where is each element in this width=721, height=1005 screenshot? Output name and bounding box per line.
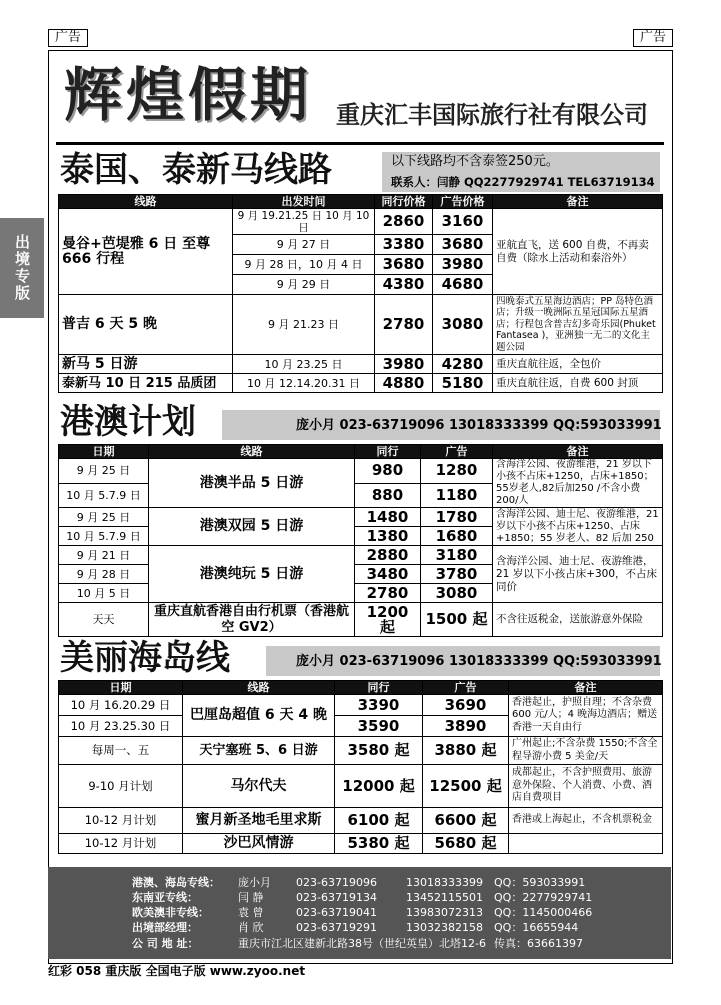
ad-price: 3080 bbox=[433, 295, 493, 355]
route-name: 港澳双园 5 日游 bbox=[149, 508, 355, 546]
table-row bbox=[59, 209, 663, 235]
date-cell: 9 月 25 日 bbox=[59, 459, 149, 484]
footer-phone: 023-63719291 bbox=[296, 921, 377, 934]
date-cell: 9 月 21 日 bbox=[59, 546, 149, 565]
peer-price: 2880 bbox=[355, 546, 421, 565]
peer-price: 1480 bbox=[355, 508, 421, 527]
footer-phone: 023-63719134 bbox=[296, 891, 377, 904]
route-name: 港澳纯玩 5 日游 bbox=[149, 546, 355, 603]
date-cell: 9 月 27 日 bbox=[233, 235, 375, 255]
footer-qq: QQ：1145000466 bbox=[494, 906, 593, 919]
note-cell: 香港起止，护照自理；不含杂费 600 元/人；4 晚海边酒店；赠送香港一天自由行 bbox=[509, 695, 663, 737]
peer-price: 6100 起 bbox=[335, 808, 423, 834]
date-cell: 10 月 5 日 bbox=[59, 584, 149, 603]
hk-table bbox=[58, 444, 663, 637]
date-cell: 9 月 19.21.25 日 10 月 10 日 bbox=[233, 209, 375, 235]
note-cell: 含海洋公园、迪士尼、夜游维港，21 岁以下小孩占床+300，不占床同价 bbox=[493, 546, 663, 603]
date-cell: 每周一、五 bbox=[59, 737, 183, 765]
date-cell: 天天 bbox=[59, 603, 149, 637]
thai-contact: 联系人：闫静 QQ2277929741 TEL63719134 bbox=[391, 175, 655, 189]
ad-price: 1680 bbox=[421, 527, 493, 546]
footer-fax: 传真：63661397 bbox=[494, 937, 583, 950]
header-cell: 同行 bbox=[355, 445, 421, 459]
island-contact: 庞小月 023-63719096 13018333399 QQ:593033991 bbox=[296, 654, 662, 669]
table-row bbox=[59, 695, 663, 716]
date-cell: 10 月 5.7.9 日 bbox=[59, 483, 149, 508]
ad-price: 3880 起 bbox=[423, 737, 509, 765]
section-title-thai: 泰国、泰新马线路 bbox=[60, 150, 332, 190]
route-name: 泰新马 10 日 215 品质团 bbox=[59, 374, 233, 393]
table-row bbox=[59, 834, 663, 854]
header-cell: 备注 bbox=[493, 445, 663, 459]
peer-price: 2780 bbox=[375, 295, 433, 355]
footer-label: 东南亚专线： bbox=[132, 891, 198, 904]
ad-price: 5180 bbox=[433, 374, 493, 393]
table-row bbox=[59, 355, 663, 374]
ad-price: 1180 bbox=[421, 483, 493, 508]
ad-price: 3080 bbox=[421, 584, 493, 603]
divider bbox=[56, 142, 664, 145]
note-cell bbox=[509, 834, 663, 854]
footer-mobile: 13983072313 bbox=[406, 906, 483, 919]
footer-label: 欧美澳非专线： bbox=[132, 906, 209, 919]
thai-note: 以下线路均不含泰签250元。 bbox=[391, 154, 559, 169]
peer-price: 3580 起 bbox=[335, 737, 423, 765]
date-cell: 10 月 12.14.20.31 日 bbox=[233, 374, 375, 393]
hk-contact: 庞小月 023-63719096 13018333399 QQ:593033991 bbox=[296, 418, 662, 433]
table-row bbox=[59, 374, 663, 393]
date-cell: 9-10 月计划 bbox=[59, 765, 183, 808]
route-name: 普吉 6 天 5 晚 bbox=[59, 295, 233, 355]
route-name: 沙巴风情游 bbox=[183, 834, 335, 854]
table-row bbox=[59, 295, 663, 355]
section-title-island: 美丽海岛线 bbox=[60, 638, 230, 678]
thai-table bbox=[58, 194, 663, 393]
note-cell: 广州起止;不含杂费 1550;不含全程导游小费 5 美金/天 bbox=[509, 737, 663, 765]
header-cell: 同行 bbox=[335, 681, 423, 695]
date-cell: 9 月 21.23 日 bbox=[233, 295, 375, 355]
footer-phone: 023-63719041 bbox=[296, 906, 377, 919]
footer-person: 肖 欣 bbox=[238, 921, 264, 934]
date-cell: 9 月 28 日 bbox=[59, 565, 149, 584]
header-cell: 出发时间 bbox=[233, 195, 375, 209]
date-cell: 10 月 23.25.30 日 bbox=[59, 716, 183, 737]
route-name: 曼谷+芭堤雅 6 日 至尊 666 行程 bbox=[59, 209, 233, 295]
note-cell: 含海洋公园、迪士尼、夜游维港，21 岁以下小孩不占床+1250、占床+1850；55 岁老人、82 后加 250 bbox=[493, 508, 663, 546]
table-row bbox=[59, 508, 663, 527]
date-cell: 10 月 16.20.29 日 bbox=[59, 695, 183, 716]
footer-address-label: 公 司 地 址： bbox=[132, 937, 199, 950]
footer-phone: 023-63719096 bbox=[296, 876, 377, 889]
peer-price: 2780 bbox=[355, 584, 421, 603]
route-name: 重庆直航香港自由行机票（香港航空 GV2） bbox=[149, 603, 355, 637]
ad-price: 5680 起 bbox=[423, 834, 509, 854]
table-row bbox=[59, 737, 663, 765]
ad-price: 1500 起 bbox=[421, 603, 493, 637]
header-cell: 备注 bbox=[493, 195, 663, 209]
ad-price: 6600 起 bbox=[423, 808, 509, 834]
header-cell: 同行价格 bbox=[375, 195, 433, 209]
peer-price: 3390 bbox=[335, 695, 423, 716]
footer-mobile: 13452115501 bbox=[406, 891, 483, 904]
ad-price: 1780 bbox=[421, 508, 493, 527]
note-cell: 香港或上海起止，不含机票税金 bbox=[509, 808, 663, 834]
header-cell: 线路 bbox=[59, 195, 233, 209]
peer-price: 3980 bbox=[375, 355, 433, 374]
footer-person: 闫 静 bbox=[238, 891, 264, 904]
ad-price: 4680 bbox=[433, 275, 493, 295]
header-cell: 线路 bbox=[149, 445, 355, 459]
ad-price: 3890 bbox=[423, 716, 509, 737]
ad-price: 1280 bbox=[421, 459, 493, 484]
header-cell: 广告 bbox=[421, 445, 493, 459]
ad-label-right: 广告 bbox=[633, 29, 673, 47]
table-row bbox=[59, 765, 663, 808]
brand-subtitle: 重庆汇丰国际旅行社有限公司 bbox=[336, 101, 648, 129]
peer-price: 4880 bbox=[375, 374, 433, 393]
route-name: 巴厘岛超值 6 天 4 晚 bbox=[183, 695, 335, 737]
ad-price: 12500 起 bbox=[423, 765, 509, 808]
peer-price: 980 bbox=[355, 459, 421, 484]
footer-person: 袁 曾 bbox=[238, 906, 264, 919]
header-cell: 广告价格 bbox=[433, 195, 493, 209]
section-title-hk: 港澳计划 bbox=[60, 402, 196, 442]
ad-label-left: 广告 bbox=[48, 29, 88, 47]
header-cell: 广告 bbox=[423, 681, 509, 695]
route-name: 天宁塞班 5、6 日游 bbox=[183, 737, 335, 765]
footer-qq: QQ：2277929741 bbox=[494, 891, 593, 904]
note-cell: 四晚泰式五星海边酒店；PP 岛特色酒店；升级一晚洲际五星冠国际五星酒店；行程包含普吉幻多奇乐园(Phuket Fantasea )，亚洲独一无二的文化主题公园 bbox=[493, 295, 663, 355]
ad-price: 3980 bbox=[433, 255, 493, 275]
peer-price: 880 bbox=[355, 483, 421, 508]
note-cell: 重庆直航往返，全包价 bbox=[493, 355, 663, 374]
peer-price: 3680 bbox=[375, 255, 433, 275]
island-table bbox=[58, 680, 663, 854]
note-cell: 含海洋公园、夜游维港，21 岁以下小孩不占床+1250，占床+1850；55岁老人,82后加250 /不含小费 200/人 bbox=[493, 459, 663, 508]
peer-price: 12000 起 bbox=[335, 765, 423, 808]
date-cell: 10-12 月计划 bbox=[59, 834, 183, 854]
route-name: 蜜月新圣地毛里求斯 bbox=[183, 808, 335, 834]
note-cell: 不含往返税金，送旅游意外保险 bbox=[493, 603, 663, 637]
footer-mobile: 13018333399 bbox=[406, 876, 483, 889]
table-row bbox=[59, 603, 663, 637]
date-cell: 10 月 23.25 日 bbox=[233, 355, 375, 374]
date-cell: 10-12 月计划 bbox=[59, 808, 183, 834]
note-cell: 成都起止，不含护照费用、旅游意外保险、个人消费、小费、酒店自费项目 bbox=[509, 765, 663, 808]
header-cell: 线路 bbox=[183, 681, 335, 695]
ad-price: 4280 bbox=[433, 355, 493, 374]
table-row bbox=[59, 546, 663, 565]
peer-price: 2860 bbox=[375, 209, 433, 235]
note-cell: 亚航直飞，送 600 自费，不再卖自费（除水上活动和泰浴外） bbox=[493, 209, 663, 295]
ad-price: 3680 bbox=[433, 235, 493, 255]
brand-title: 辉煌假期 bbox=[64, 61, 313, 129]
route-name: 新马 5 日游 bbox=[59, 355, 233, 374]
footer-label: 出境部经理： bbox=[132, 921, 198, 934]
ad-price: 3690 bbox=[423, 695, 509, 716]
footer-qq: QQ：16655944 bbox=[494, 921, 579, 934]
peer-price: 1380 bbox=[355, 527, 421, 546]
header-cell: 日期 bbox=[59, 445, 149, 459]
ad-price: 3780 bbox=[421, 565, 493, 584]
peer-price: 3380 bbox=[375, 235, 433, 255]
peer-price: 3590 bbox=[335, 716, 423, 737]
date-cell: 9 月 28 日，10 月 4 日 bbox=[233, 255, 375, 275]
footer-contacts bbox=[48, 867, 671, 959]
date-cell: 10 月 5.7.9 日 bbox=[59, 527, 149, 546]
footer-label: 港澳、海岛专线： bbox=[132, 876, 220, 889]
footer-mobile: 13032382158 bbox=[406, 921, 483, 934]
footer-qq: QQ：593033991 bbox=[494, 876, 586, 889]
ad-price: 3160 bbox=[433, 209, 493, 235]
date-cell: 9 月 25 日 bbox=[59, 508, 149, 527]
header-cell: 日期 bbox=[59, 681, 183, 695]
page-footer-line: 红彩 058 重庆版 全国电子版 www.zyoo.net bbox=[48, 964, 306, 978]
ad-price: 3180 bbox=[421, 546, 493, 565]
table-row bbox=[59, 459, 663, 484]
peer-price: 5380 起 bbox=[335, 834, 423, 854]
peer-price: 3480 bbox=[355, 565, 421, 584]
route-name: 马尔代夫 bbox=[183, 765, 335, 808]
date-cell: 9 月 29 日 bbox=[233, 275, 375, 295]
table-row bbox=[59, 808, 663, 834]
route-name: 港澳半品 5 日游 bbox=[149, 459, 355, 508]
footer-address: 重庆市江北区建新北路38号（世纪英皇）北塔12-6 bbox=[238, 937, 486, 950]
footer-person: 庞小月 bbox=[238, 876, 271, 889]
peer-price: 4380 bbox=[375, 275, 433, 295]
peer-price: 1200 起 bbox=[355, 603, 421, 637]
note-cell: 重庆直航往返，自费 600 封顶 bbox=[493, 374, 663, 393]
side-tab: 出境专版 bbox=[0, 218, 44, 318]
header-cell: 备注 bbox=[509, 681, 663, 695]
